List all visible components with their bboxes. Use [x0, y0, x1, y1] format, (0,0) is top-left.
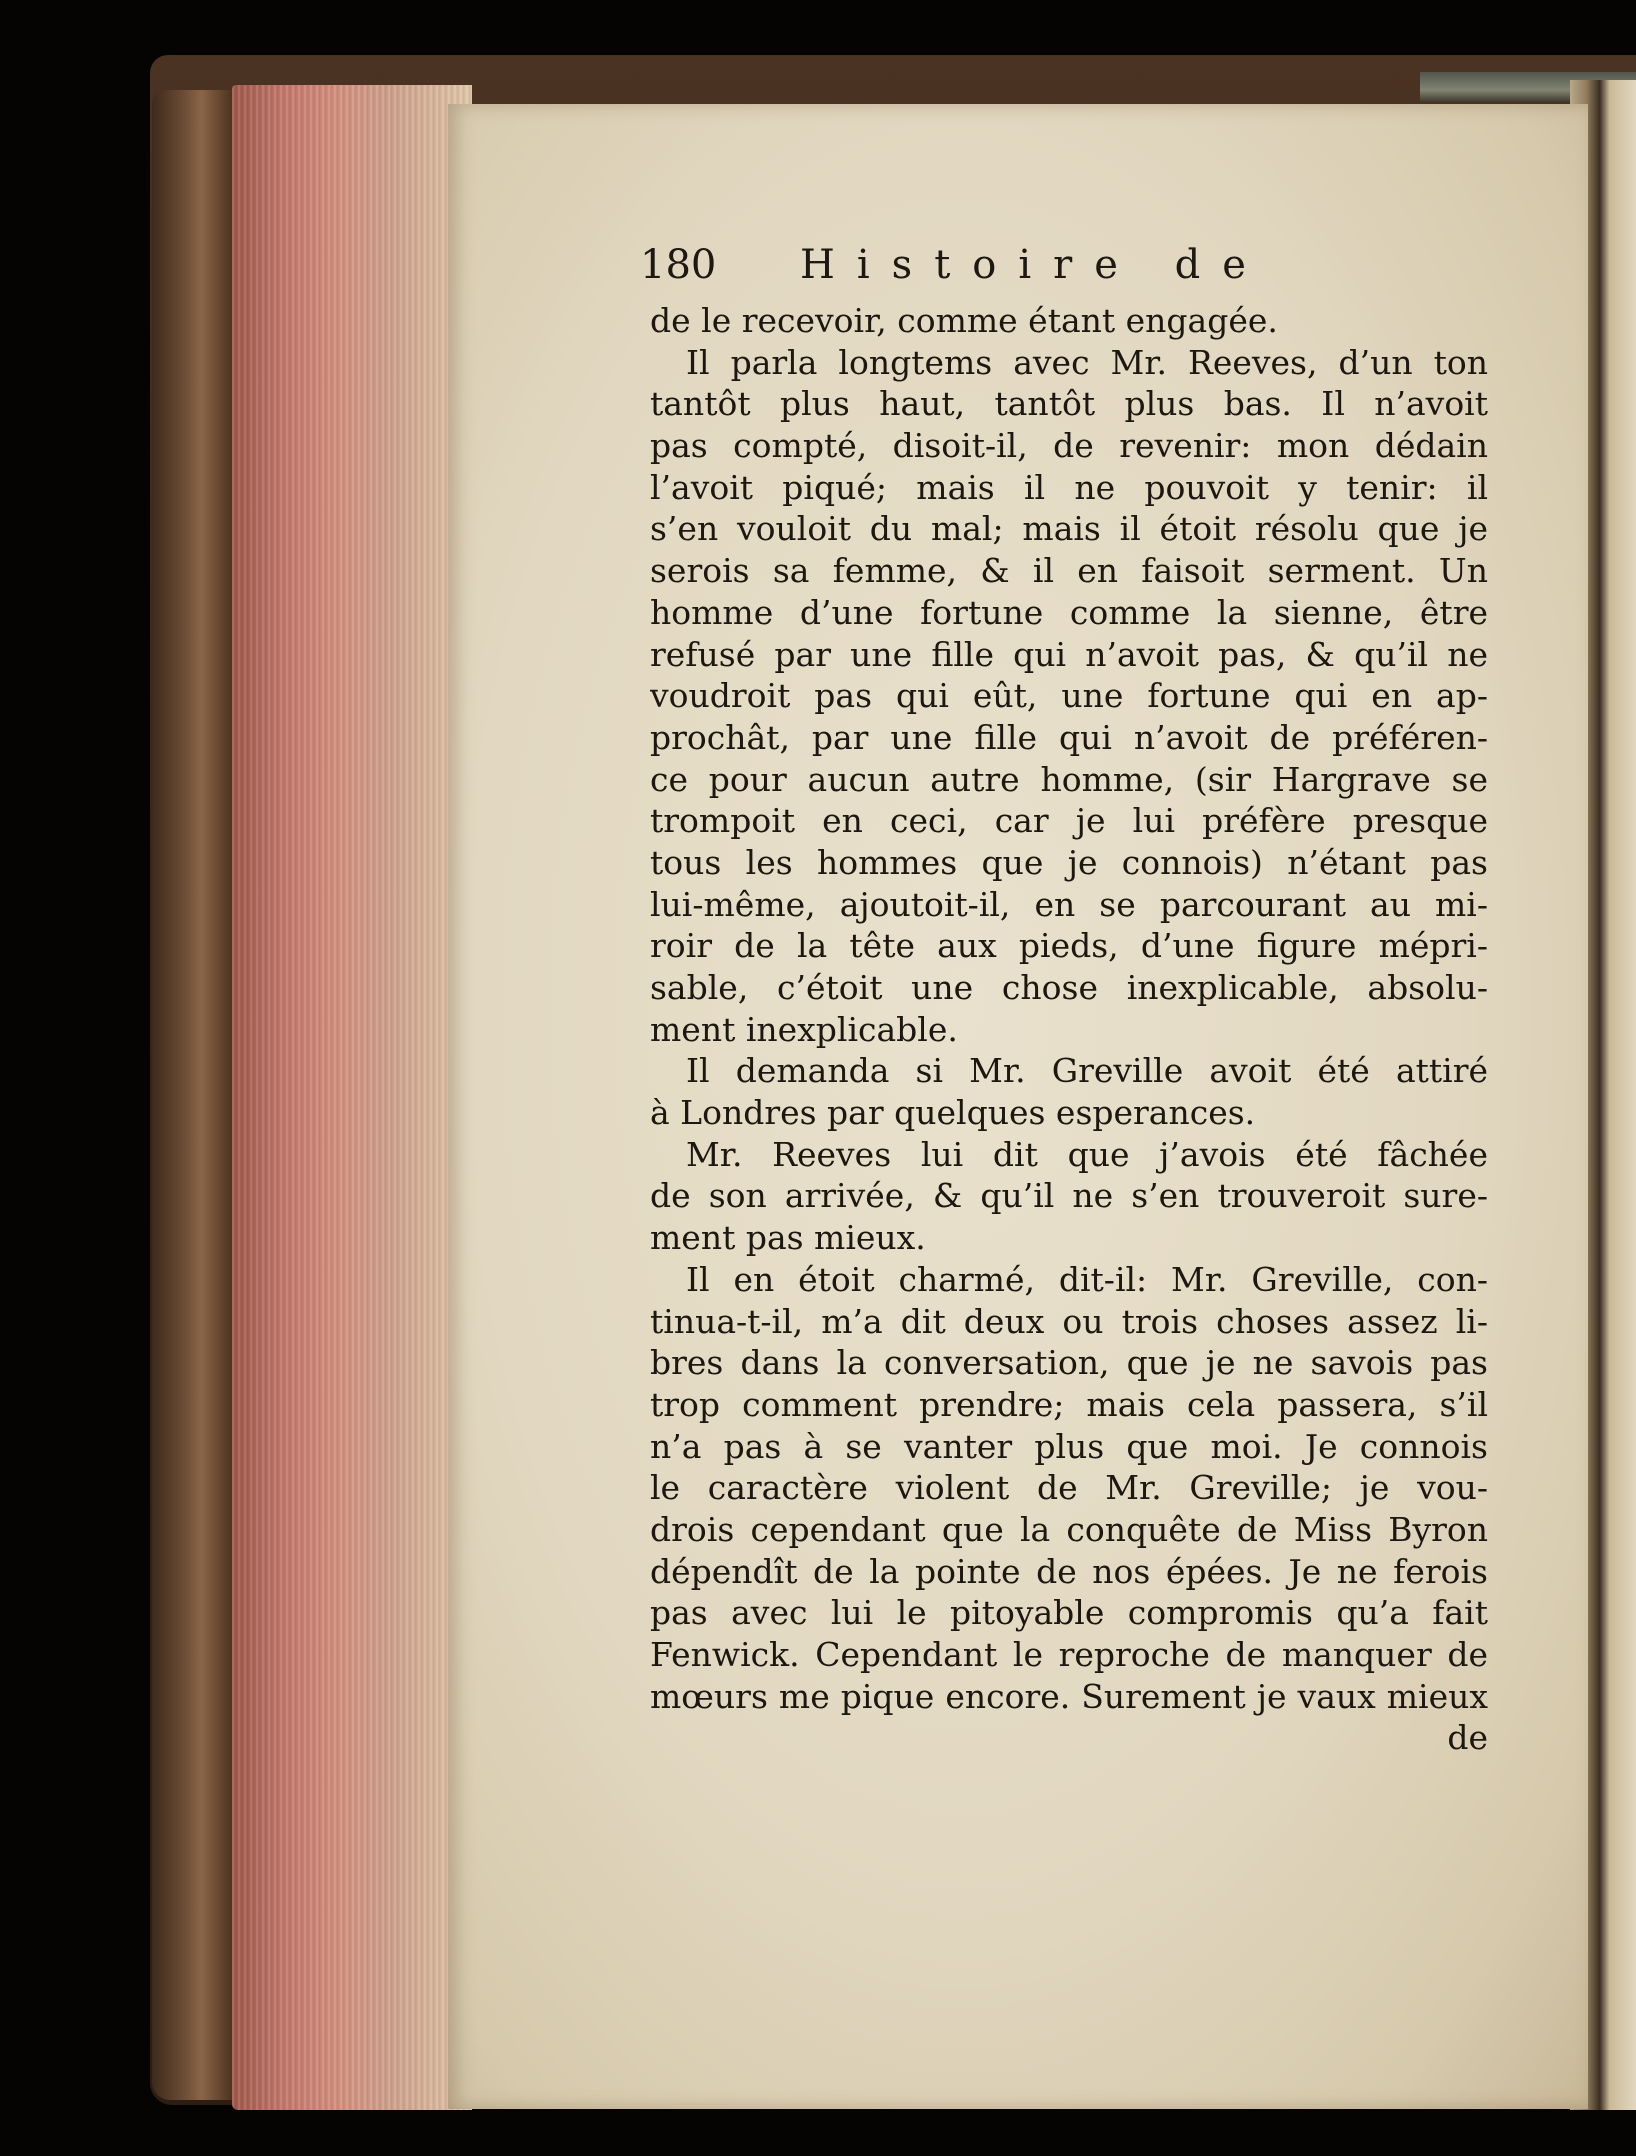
text-line: Il en étoit charmé, dit-il: Mr. Greville, con- [686, 1259, 1488, 1299]
text-line: tinua-t-il, m’a dit deux ou trois choses assez li- [650, 1301, 1488, 1341]
book-spine [152, 90, 242, 2100]
text-line: sable, c’étoit une chose inexplicable, absolu- [650, 968, 1488, 1007]
text-line: tous les hommes que je connois) n’étant pas [650, 842, 1488, 882]
text-line: Il parla longtems avec Mr. Reeves, d’un ton [686, 342, 1488, 382]
text-line: tantôt plus haut, tantôt plus bas. Il n’avoit [650, 384, 1488, 424]
text-line: pas avec lui le pitoyable compromis qu’a fait [650, 1593, 1488, 1633]
text-line: Fenwick. Cependant le reproche de manquer de [650, 1635, 1488, 1674]
text-line: le caractère violent de Mr. Greville; je vou- [650, 1468, 1488, 1508]
text-line: trompoit en ceci, car je lui préfère presque [650, 801, 1488, 841]
running-title: Histoire de [800, 242, 1268, 288]
text-line: drois cependant que la conquête de Miss Byron [650, 1509, 1488, 1549]
catchword: de [1447, 1718, 1488, 1758]
text-line: ce pour aucun autre homme, (sir Hargrave se [650, 759, 1488, 799]
text-line: l’avoit piqué; mais il ne pouvoit y tenir: il [650, 467, 1488, 507]
text-line: mœurs me pique encore. Surement je vaux mieux [650, 1676, 1488, 1716]
page-edges [232, 85, 472, 2110]
text-line: à Londres par quelques esperances. [650, 1093, 1256, 1133]
text-line: de son arrivée, & qu’il ne s’en trouveroit sure- [650, 1176, 1488, 1216]
text-line: roir de la tête aux pieds, d’une figure mépri- [650, 926, 1488, 966]
text-line: de le recevoir, comme étant engagée. [650, 301, 1278, 340]
text-line: n’a pas à se vanter plus que moi. Je connois [650, 1426, 1488, 1466]
text-line: dépendît de la pointe de nos épées. Je ne ferois [650, 1551, 1488, 1591]
text-line: prochât, par une fille qui n’avoit de préféren- [650, 717, 1488, 757]
text-line: ment inexplicable. [650, 1009, 958, 1049]
text-line: ment pas mieux. [650, 1218, 926, 1258]
text-line: Mr. Reeves lui dit que j’avois été fâchée [686, 1134, 1488, 1174]
text-line: serois sa femme, & il en faisoit serment. Un [650, 551, 1488, 591]
text-line: voudroit pas qui eût, une fortune qui en ap- [650, 676, 1488, 716]
text-line: homme d’une fortune comme la sienne, être [650, 592, 1488, 632]
text-line: bres dans la conversation, que je ne savois pas [650, 1343, 1488, 1383]
page-body-text [650, 300, 1488, 1759]
running-head [640, 235, 1540, 295]
text-line: pas compté, disoit-il, de revenir: mon dédain [650, 426, 1488, 466]
page-number: 180 [640, 242, 717, 288]
text-line: Il demanda si Mr. Greville avoit été attiré [686, 1051, 1488, 1091]
text-line: trop comment prendre; mais cela passera, s’il [650, 1384, 1488, 1424]
text-line: refusé par une fille qui n’avoit pas, & qu’il ne [650, 634, 1488, 674]
text-line: s’en vouloit du mal; mais il étoit résolu que je [650, 509, 1488, 549]
text-line: lui-même, ajoutoit-il, en se parcourant au mi- [650, 884, 1488, 924]
